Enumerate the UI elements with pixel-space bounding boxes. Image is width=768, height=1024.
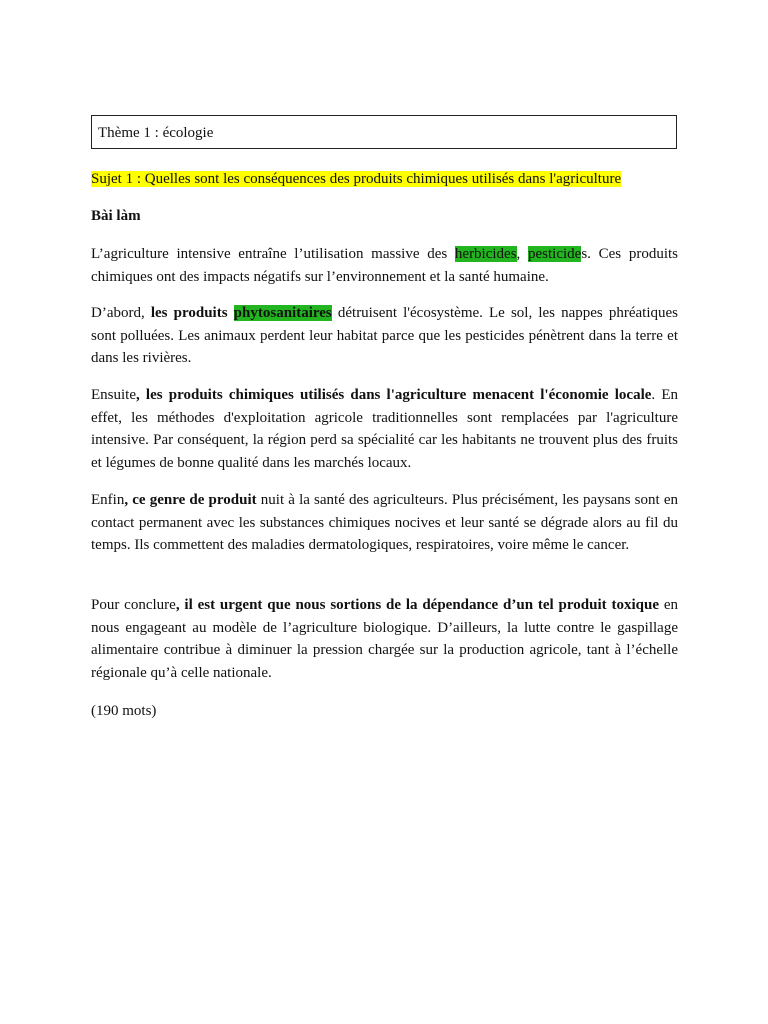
essay-heading: Bài làm [91, 208, 141, 224]
theme-box [91, 115, 677, 149]
subject-line [91, 168, 621, 190]
p2-text-c: . Le sol, les nappes phréatiques sont polluées. Les animaux perdent leur habitat parce que les pesticides pénètrent dans la terre et dans les rivières. [91, 305, 679, 366]
p4-text-b: nuit à la santé des agriculteurs. Plus précisément, les paysans sont en contact permanent avec les substances chimiques nocives et leur santé se dégrade alors au fil du temps. Ils commettent des maladies dermatologiques, respiratoires, voire même le cancer. [91, 492, 678, 553]
p2-bold: les produits [150, 305, 234, 321]
paragraph-intro [91, 243, 678, 288]
paragraph-first-argument [91, 302, 678, 370]
p3-bold: , les produits chimiques utilisés dans l'agriculture menacent l'économie locale [136, 387, 652, 403]
p3-text-b: . En effet, les méthodes d'exploitation agricole traditionnelles sont remplacées par l'agriculture intensive. Par conséquent, la région perd sa spécialité car les habitants ne trouvent plus des fruits et légumes de bonne qualité dans les marchés locaux. [91, 387, 678, 471]
highlight-herbicides: herbicides [454, 246, 517, 262]
subject-text: Sujet 1 : Quelles sont les conséquences des produits chimiques utilisés dans l'agriculture [91, 171, 622, 187]
p4-text-a: Enfin [91, 492, 125, 508]
intro-text-b: , [516, 246, 528, 262]
p5-text-b: en nous engageant au modèle de l’agriculture biologique. D’ailleurs, la lutte contre le gaspillage alimentaire contribue à diminuer la pression chargée sur la production agricole, tant à l’échelle régionale qu’à celle nationale. [91, 597, 678, 681]
word-count: (190 mots) [91, 703, 157, 719]
paragraph-conclusion [91, 594, 678, 684]
theme-title: Thème 1 : écologie [98, 125, 214, 141]
paragraph-second-argument [91, 384, 678, 474]
p4-bold: , ce genre de produit [124, 492, 257, 508]
paragraph-third-argument [91, 489, 678, 557]
p3-text-a: Ensuite [91, 387, 136, 403]
highlight-phytosanitaires: phytosanitaires [233, 305, 332, 321]
intro-text-c: s. Ces produits chimiques ont des impacts négatifs sur l’environnement et la santé humaine. [91, 246, 678, 285]
intro-text-a: L’agriculture intensive entraîne l’utilisation massive des [91, 246, 455, 262]
p2-text-a: D’abord, [91, 305, 151, 321]
p2-text-b: détruisent l'écosystème [331, 305, 480, 321]
p5-text-a: Pour conclure [91, 597, 176, 613]
p5-bold: , il est urgent que nous sortions de la dépendance d’un tel produit toxique [175, 597, 659, 613]
highlight-pesticide: pesticide [528, 246, 582, 262]
